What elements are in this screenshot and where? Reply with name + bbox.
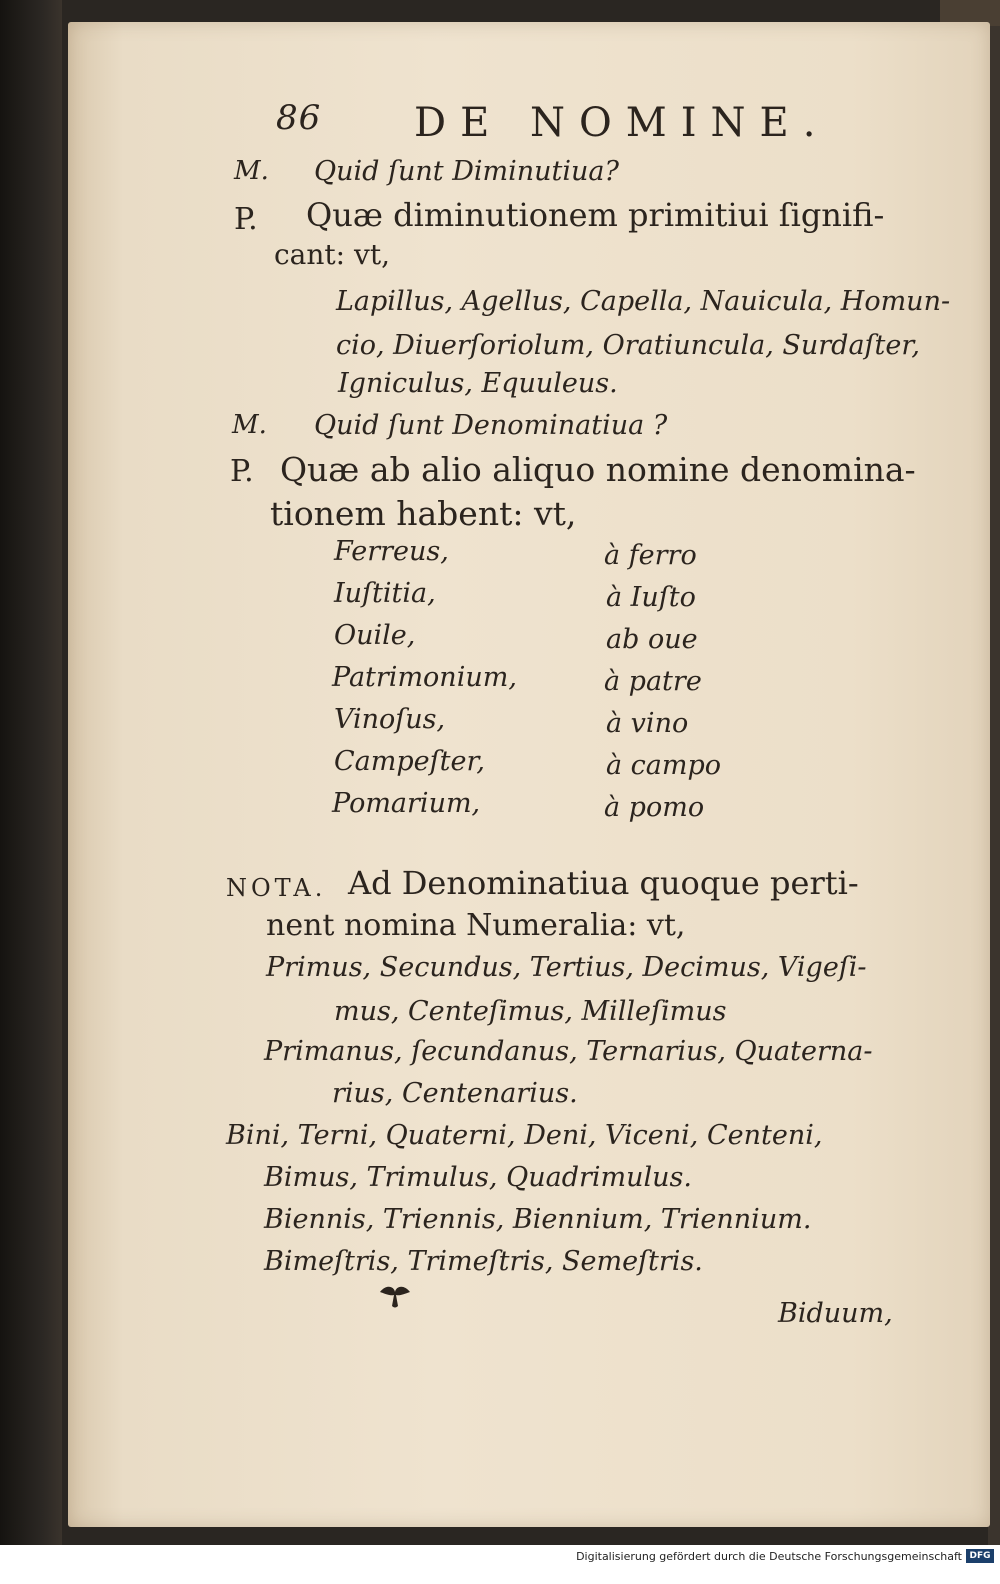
answer-line: Quæ ab alio aliquo nomine denomina- [280, 450, 916, 489]
catchword: Biduum, [778, 1298, 893, 1329]
example-line: Igniculus, Equuleus. [338, 368, 618, 399]
answer-line: tionem habent: vt, [270, 494, 577, 533]
numeral-line: Bini, Terni, Quaterni, Deni, Viceni, Centeni, [226, 1120, 823, 1151]
nota-line: Ad Denominatiua quoque perti- [348, 864, 859, 902]
speaker-magister: M. [234, 156, 269, 186]
speaker-puer: P. [230, 454, 254, 489]
derived-word: Vinoſus, [334, 704, 446, 735]
derived-word: Campeſter, [334, 746, 485, 777]
dfg-logo-icon: DFG [966, 1549, 994, 1563]
nota-label: NOTA. [226, 874, 327, 902]
source-word: à campo [606, 750, 722, 781]
numeral-line: Bimus, Trimulus, Quadrimulus. [264, 1162, 692, 1193]
question-diminutiua: Quid ſunt Diminutiua? [314, 156, 619, 187]
footer-credit: Digitalisierung gefördert durch die Deutsche Forschungsgemeinschaft [576, 1550, 962, 1563]
numeral-line: Primanus, ſecundanus, Ternarius, Quaterna- [264, 1036, 873, 1067]
example-line: cio, Diuerſoriolum, Oratiuncula, Surdaſter, [336, 330, 920, 361]
numeral-line: Bimeſtris, Trimeſtris, Semeſtris. [264, 1246, 703, 1277]
derived-word: Ferreus, [334, 536, 449, 567]
source-word: ab oue [606, 624, 698, 655]
source-word: à ferro [604, 540, 697, 571]
answer-line: Quæ diminutionem primitiui ſignifi- [306, 196, 885, 234]
answer-line: cant: vt, [274, 238, 390, 271]
numeral-line: mus, Centeſimus, Milleſimus [334, 996, 727, 1027]
page-number: 86 [276, 98, 322, 138]
source-word: à pomo [604, 792, 705, 823]
speaker-magister: M. [232, 410, 267, 440]
numeral-line: rius, Centenarius. [332, 1078, 578, 1109]
source-word: à vino [606, 708, 689, 739]
source-word: à patre [604, 666, 702, 697]
source-word: à Iuſto [606, 582, 696, 613]
numeral-line: Primus, Secundus, Tertius, Decimus, Vigeſi- [266, 952, 867, 983]
page-title: DE NOMINE. [414, 100, 830, 146]
speaker-puer: P. [234, 202, 258, 237]
derived-word: Patrimonium, [332, 662, 517, 693]
derived-word: Ouile, [334, 620, 416, 651]
book-spine [0, 0, 62, 1545]
derived-word: Iuſtitia, [334, 578, 436, 609]
derived-word: Pomarium, [332, 788, 481, 819]
nota-line: nent nomina Numeralia: vt, [266, 908, 686, 943]
numeral-line: Biennis, Triennis, Biennium, Triennium. [264, 1204, 812, 1235]
ornament-icon [378, 1282, 412, 1310]
question-denominatiua: Quid ſunt Denominatiua ? [314, 410, 668, 441]
example-line: Lapillus, Agellus, Capella, Nauicula, Homun- [336, 286, 951, 317]
